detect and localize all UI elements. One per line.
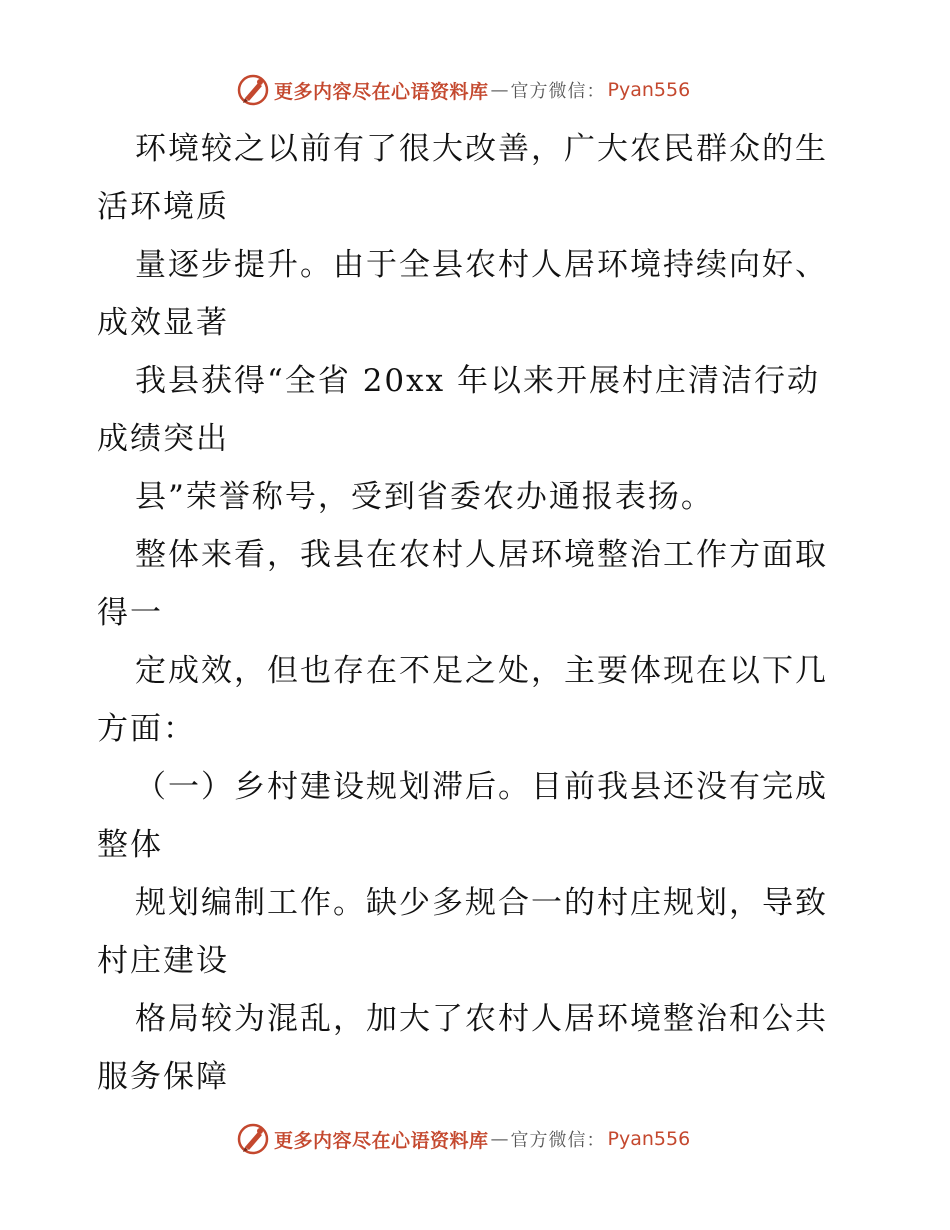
pen-logo-icon (236, 73, 270, 107)
watermark-subtitle: 官方微信： (510, 81, 606, 102)
text-line: 整体来看，我县在农村人居环境整治工作方面取 (135, 537, 828, 573)
watermark-handle: Pyan556 (607, 1128, 691, 1150)
document-body (97, 120, 857, 1106)
footer-watermark (236, 1122, 690, 1156)
text-line: 方面： (97, 711, 196, 747)
text-line: 活环境质 (97, 189, 229, 225)
watermark-handle: Pyan556 (607, 79, 691, 101)
text-line: 村庄建设 (97, 943, 229, 979)
text-line: 县”荣誉称号，受到省委农办通报表扬。 (135, 479, 714, 515)
text-line: 整体 (97, 827, 163, 863)
text-line: （一）乡村建设规划滞后。目前我县还没有完成 (135, 769, 828, 805)
text-line: 量逐步提升。由于全县农村人居环境持续向好、 (135, 247, 828, 283)
header-watermark (236, 73, 690, 107)
text-line: 成效显著 (97, 305, 229, 341)
watermark-dash: — (490, 1128, 509, 1150)
text-line: 得一 (97, 595, 163, 631)
watermark-dash: — (490, 79, 509, 101)
watermark-title: 更多内容尽在心语资料库 (274, 80, 489, 103)
text-line: 成绩突出 (97, 421, 229, 457)
watermark-subtitle: 官方微信： (510, 1130, 606, 1151)
text-line: 规划编制工作。缺少多规合一的村庄规划，导致 (135, 885, 828, 921)
text-line: 服务保障 (97, 1059, 229, 1095)
text-line: 定成效，但也存在不足之处，主要体现在以下几 (135, 653, 828, 689)
text-line: 环境较之以前有了很大改善，广大农民群众的生 (135, 131, 828, 167)
text-line: 我县获得“全省 20xx 年以来开展村庄清洁行动 (135, 363, 820, 399)
text-line: 格局较为混乱，加大了农村人居环境整治和公共 (135, 1001, 828, 1037)
pen-logo-icon (236, 1122, 270, 1156)
watermark-title: 更多内容尽在心语资料库 (274, 1129, 489, 1152)
